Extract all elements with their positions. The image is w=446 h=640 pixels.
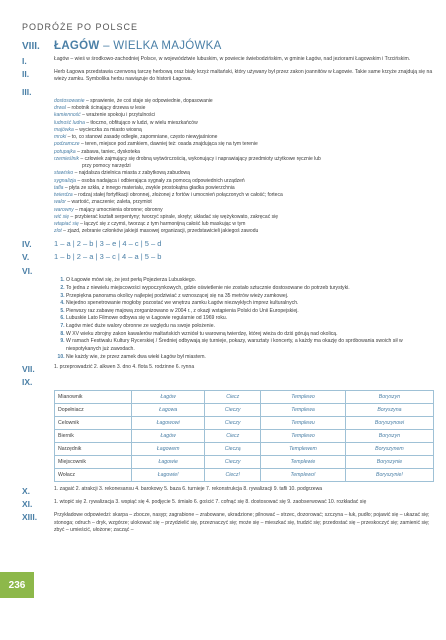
section-10: XI. 1. wtopić się 2. rywalizacja 3. wspiąć się 4. podjęcie 5. śmiało 6. gościć 7. cofnąć się 8. dostosować się 9. zaobserwować 10. rozkładać się — [22, 499, 367, 510]
table-cell: Templewo — [261, 430, 346, 443]
section-2: II. Herb Łagowa przedstawia czerwoną tarczę herbową oraz biały krzyż maltański, który używany był przez zakon joannitów w Łagowie. Takie same krzyże znajdują się na wieży zamku. Symbolika herbu nawiązuje do historii Łagowa. — [22, 69, 433, 83]
glossary-definition: przy pomocy narzędzi — [82, 163, 131, 169]
glossary-definition: – mający umocnienia obronne; obronny — [73, 206, 163, 213]
glossary-entry — [54, 112, 321, 119]
glossary-term: mroki — [54, 134, 67, 140]
glossary-entry — [54, 170, 321, 177]
table-cell: Templewie — [261, 456, 346, 469]
case-name-cell: Wołacz — [55, 469, 132, 482]
section-4: IV. 1 – a | 2 – b | 3 – e | 4 – c | 5 – d — [22, 238, 162, 249]
glossary-definition: – zjazd, zebranie członków jakiejś masowej organizacji, przedstawicieli jakiegoś zawodu — [61, 228, 259, 235]
table-cell: Boryszynie! — [345, 469, 433, 482]
glossary-entry — [54, 149, 321, 156]
glossary-definition: – osoba nadająca i odbierająca sygnały za pomocą odpowiednich urządzeń — [75, 177, 245, 184]
table-cell: Boryszynowi — [345, 417, 433, 430]
table-row — [55, 456, 434, 469]
glossary-term: sygnalizja — [54, 177, 76, 184]
glossary-term: wić się — [54, 213, 70, 220]
running-header: PODRÓŻE PO POLSCE — [22, 22, 139, 32]
glossary-entry — [54, 134, 321, 141]
glossary-term: stawisko — [54, 170, 74, 177]
table-cell: Łagowie! — [132, 469, 205, 482]
glossary-entry — [54, 120, 321, 127]
glossary-definition: – zabawa, taniec, dyskoteka — [75, 148, 140, 155]
glossary-definition: – przybierać kształt serpentyny; tworzyć spirale, skręty; układać się wężykowato, zakręcać się — [69, 213, 278, 220]
glossary-definition: – wycieczka za miasto wiosną — [73, 126, 142, 133]
section-5: V. 1 – b | 2 – a | 3 – c | 4 – a | 5 – b — [22, 252, 162, 263]
glossary-term: drwal — [54, 105, 66, 111]
table-row — [55, 391, 434, 404]
glossary-term: zlot — [54, 228, 62, 235]
table-cell: Łagowie — [132, 456, 205, 469]
glossary-entry — [54, 192, 321, 199]
case-name-cell: Biernik — [55, 430, 132, 443]
table-cell: Cieczą — [205, 443, 261, 456]
section-11: XIII. Przykładowe odpowiedzi: skarpa – zbocze, nasyp; zagrabione – zrabowane, ukradzione; pilnować – strzec, dozorować; szczyna – łuk, pudło; pojawić się – ukazać się; stonoga; odruch – dryk, wzgórze; ulokować się – przydzielić się, przeznaczyć się; może się – mieszkać się, trudzić się; przedostać się – przeskoczyć się; zamienić się; zbyć – umieścić, ułożone; zacząć – — [22, 512, 430, 534]
case-name-cell: Celownik — [55, 417, 132, 430]
glossary-definition: – tłoczno, obfitująco w ludzi, w wielu mieszkańców — [84, 119, 198, 126]
glossary-entry — [54, 185, 321, 192]
list-item: 9. W ramach Festiwalu Kultury Rycerskiej / Średniej odbywają się turnieje, pokazy, warsztaty i koncerty, a każdy ma okazję do spróbowania swoich sił w niespotykanych już zawodach. — [66, 338, 434, 353]
list-item: 3. Przepiękna panorama okolicy najlepiej podziwiać z wznoszącej się na 35 metrów wieży zamkowej. — [66, 293, 434, 301]
glossary-entry — [54, 214, 321, 221]
table-cell: Boryszyn — [345, 430, 433, 443]
glossary-term: wtapiać się — [54, 221, 79, 227]
table-cell: Łagowowi — [132, 417, 205, 430]
glossary-entry — [54, 141, 321, 148]
list-item: 4. Niejedno spenetrowanie mogłoby pozostać we wnętrzu zamku Łagów niezwykłych imprez kulturalnych. — [66, 300, 434, 308]
table-cell: Łagowa — [132, 404, 205, 417]
glossary-definition: – najdalsza dzielnica miasta z zabytkową zabudową — [73, 170, 190, 177]
glossary-term: twierdza — [54, 192, 73, 198]
glossary-definition: – sprawienie, że coś staje się odpowiednie, dopasowanie — [84, 97, 213, 104]
glossary-entry — [54, 156, 321, 163]
case-name-cell: Dopełniacz — [55, 404, 132, 417]
table-row — [55, 443, 434, 456]
table-cell: Ciecz — [205, 430, 261, 443]
glossary-term: ludność ludna — [54, 119, 85, 126]
list-item: 2. To jedna z niewielu miejscowości wypoczynkowych, gdzie oświetlenie nie zostało sztucznie dostosowane do potrzeb turystyki. — [66, 285, 434, 293]
glossary-term: warowny — [54, 206, 74, 213]
glossary-definition: – płyta ze szkła, z innego materiału, zwykle prostokątna gładka powierzchnia — [63, 184, 235, 191]
table-cell: Boryszynie — [345, 456, 433, 469]
section-title — [22, 40, 434, 52]
table-cell: Boryszynem — [345, 443, 433, 456]
list-item: 5. Pierwszy raz zabawę majową zorganizowano w 2004 r., z okazji wstąpienia Polski do Unii Europejskiej. — [66, 308, 434, 316]
glossary-entry — [54, 105, 321, 112]
glossary-definition: – łączyć się z czymś, tworząc z tym harmonijną całość lub maskując w tym — [78, 221, 246, 227]
table-cell: Templewo! — [261, 469, 346, 482]
page-number: 236 — [0, 572, 34, 598]
glossary-entry — [54, 178, 321, 185]
glossary-term: rzemieślnik — [54, 155, 80, 162]
glossary-entry — [54, 98, 321, 105]
title-sub: – WIELKA MAJÓWKA — [103, 40, 222, 52]
section-8: IX. — [22, 377, 33, 388]
page-content — [22, 40, 434, 537]
glossary-term: tafla — [54, 184, 64, 191]
title-main: ŁAGÓW — [54, 40, 100, 52]
list-item: 6. Lubuskie Lato Filmowe odbywa się w Łagowie regularnie od 1969 roku. — [66, 315, 434, 323]
glossary-definition: – teren, miejsce pod zamkiem, dawniej też: osada znajdująca się na tym terenie — [79, 141, 258, 148]
section-6: VI. — [22, 266, 33, 277]
list-item: 1. O Łagowie mówi się, że jest perłą Pojezierza Lubuskiego. — [66, 277, 434, 285]
case-name-cell: Mianownik — [55, 391, 132, 404]
table-row — [55, 469, 434, 482]
glossary-definition: – wartość, znaczenie; zaleta, przymiot — [65, 199, 152, 206]
glossary-term: podzamcze — [54, 141, 80, 148]
table-cell: Boryszyn — [345, 391, 433, 404]
glossary-term: kamienność — [54, 112, 81, 119]
glossary-entry — [54, 127, 321, 134]
table-cell: Cieczy — [205, 404, 261, 417]
table-cell: Templewem — [261, 443, 346, 456]
glossary-entry — [54, 228, 321, 235]
glossary-term: walor — [54, 199, 66, 206]
table-cell: Templewa — [261, 404, 346, 417]
table-row — [55, 417, 434, 430]
glossary-entry — [54, 207, 321, 214]
section-number: VIII. — [22, 41, 40, 52]
glossary-entry — [54, 163, 321, 170]
case-name-cell: Miejscownik — [55, 456, 132, 469]
sentence-list — [54, 277, 434, 361]
glossary-definition: – człowiek zajmujący się drobną wytwórczością, wykonujący i naprawiający przedmioty użytkowe ręcznie lub — [79, 155, 321, 162]
glossary-term: majówka — [54, 126, 74, 133]
table-row — [55, 430, 434, 443]
table-cell: Templewo — [261, 391, 346, 404]
list-item: 8. W XV wieku zbrojny zakon kawalerów maltańskich wzniósł tu warowną twierdzę, której wieża do dziś górują nad okolicą. — [66, 331, 434, 339]
table-cell: Ciecz! — [205, 469, 261, 482]
table-cell: Łagów — [132, 391, 205, 404]
list-item: 7. Łagów mieć duże walory obronne ze względu na swoje położenie. — [66, 323, 434, 331]
section-1: I. Łagów – wieś w środkowo-zachodniej Polsce, w województwie lubuskim, w powiecie świebodzińskim, w gminie Łagów, nad jeziorami Łagowskim i Trzcińskim. — [22, 56, 411, 66]
section-9: X. 1. zagaić 2. atrakcji 3. rekonesansu 4. barokowy 5. baza 6. turnieje 7. rekonstrukcja 8. rywalizacji 9. tafli 10. podgrzewa — [22, 486, 323, 497]
glossary — [22, 98, 434, 236]
table-cell: Ciecz — [205, 391, 261, 404]
glossary-list — [54, 98, 321, 236]
table-cell: Cieczy — [205, 417, 261, 430]
section-7: VII. 1. przeprowadzić 2. alkwen 3. dno 4. flota 5. rodzinne 6. rynna — [22, 364, 195, 375]
table-cell: Łagowem — [132, 443, 205, 456]
glossary-definition: – robotnik ścinający drzewa w lesie — [65, 105, 146, 111]
list-item: 10. Nie każdy wie, że przez zamek dwa wieki Łagów był miastem. — [66, 354, 434, 362]
section-3: III. — [22, 86, 32, 97]
glossary-definition: – rodzaj stałej fortyfikacji obronnej, złożonej z fortów i umocnień połączonych w całość; forteca — [72, 192, 283, 198]
declension-table — [54, 390, 434, 482]
table-row — [55, 404, 434, 417]
table-cell: Łagów — [132, 430, 205, 443]
glossary-term: dostosowanie — [54, 97, 85, 104]
table-cell: Boryszyna — [345, 404, 433, 417]
table-cell: Templewu — [261, 417, 346, 430]
glossary-term: potupajka — [54, 148, 76, 155]
case-name-cell: Narzędnik — [55, 443, 132, 456]
table-cell: Cieczy — [205, 456, 261, 469]
glossary-definition: – wrażenie spokoju i przytulności — [80, 112, 156, 119]
glossary-definition: – to, co stanowi zasadę odległe, zapomniane, często niewyjaśnione — [66, 134, 218, 140]
glossary-entry — [54, 199, 321, 206]
glossary-entry — [54, 221, 321, 228]
